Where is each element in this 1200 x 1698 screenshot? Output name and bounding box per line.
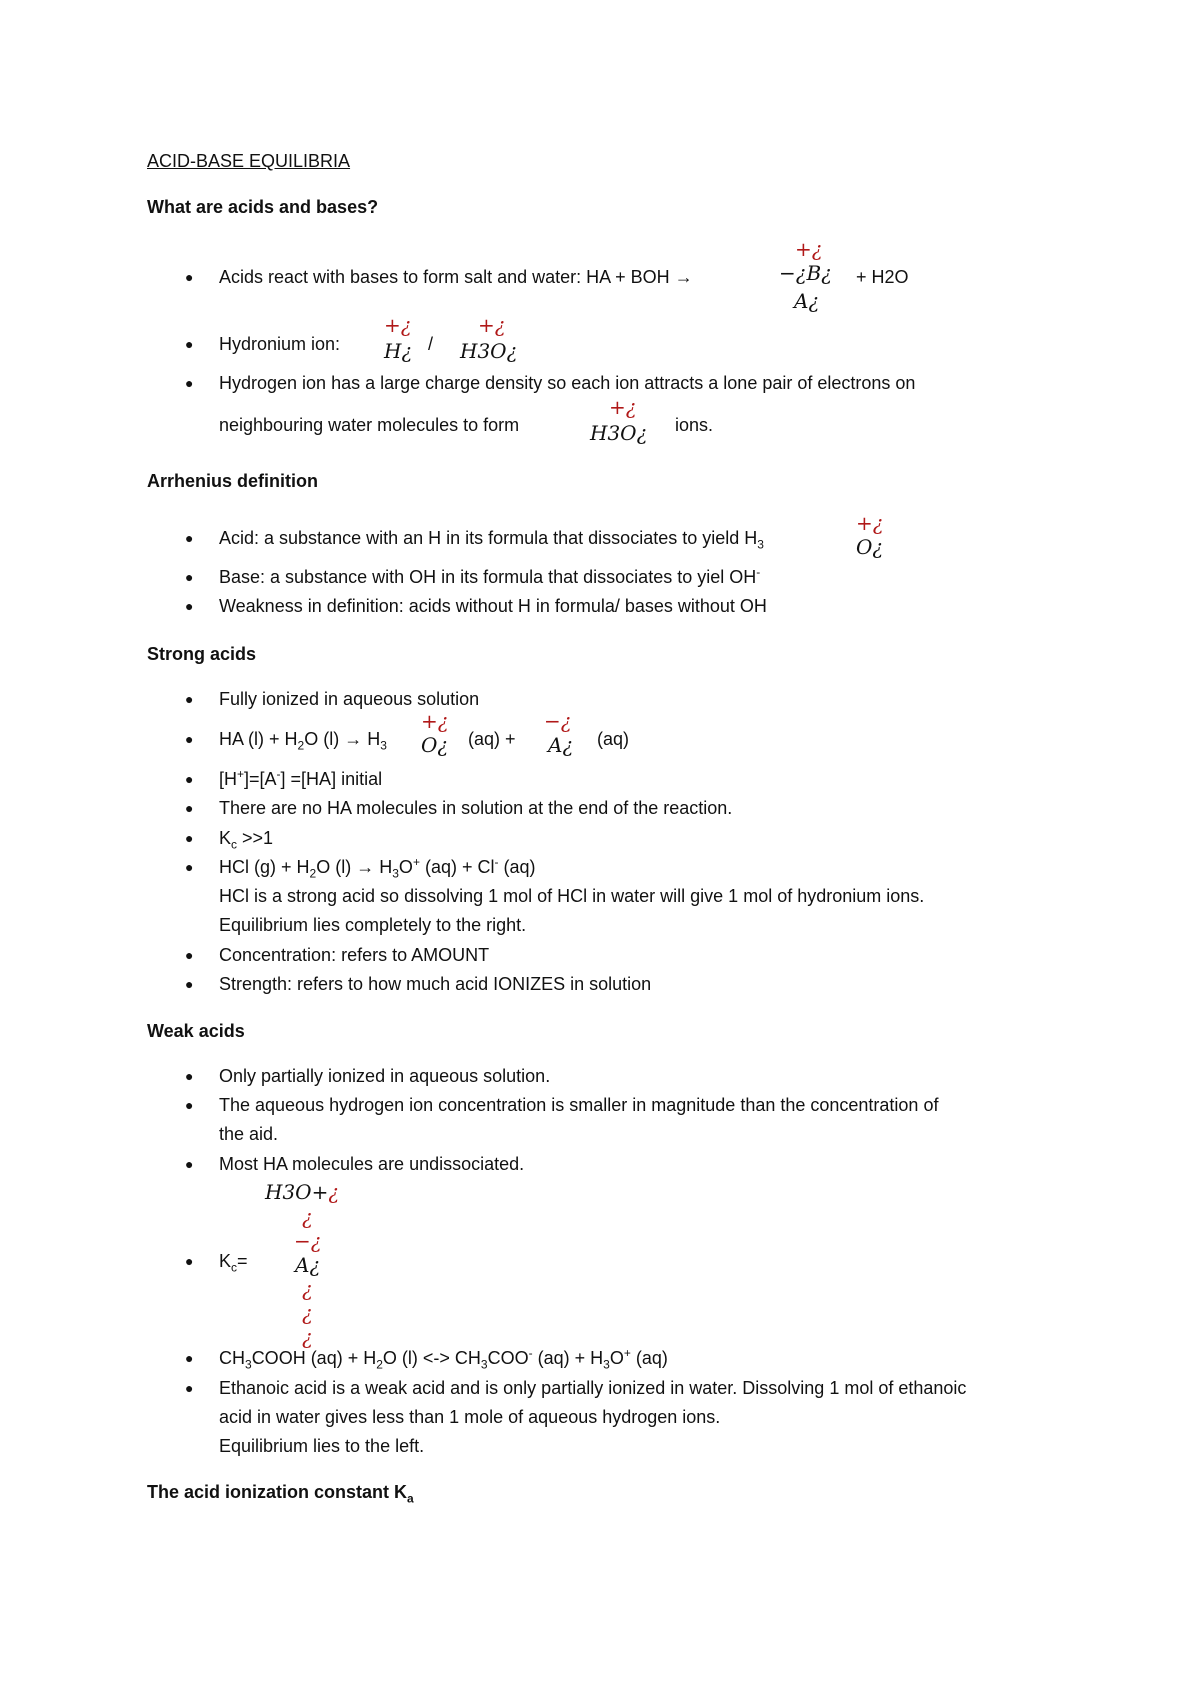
heading-acid-ionization-constant: The acid ionization constant $K_a$ — [147, 1482, 414, 1506]
bullet-glyph: ● — [185, 691, 194, 707]
formula-fraction-bottom: A¿ — [794, 289, 820, 313]
ethanoic-equilibrium-text: Equilibrium lies to the left. — [219, 1436, 425, 1456]
ethanoic-explanation-line2: acid in water gives less than 1 mole of aqueous hydrogen ions. — [219, 1407, 721, 1427]
page-title: ACID-BASE EQUILIBRIA — [147, 151, 351, 171]
kc-large-text: $K_c >>1$ — [219, 828, 274, 852]
weak-partially-ionized-text: Only partially ionized in aqueous solution. — [219, 1066, 551, 1086]
hydronium-h-top: +¿ — [384, 313, 412, 337]
anion-formula-bottom: A¿ — [548, 733, 574, 757]
bullet-glyph: ● — [185, 530, 194, 546]
anion-formula-top: −¿ — [544, 709, 572, 733]
bullet-glyph: ● — [185, 976, 194, 992]
h3o-formula-bottom: H3O¿ — [590, 421, 648, 445]
bullet-glyph: ● — [185, 1253, 194, 1269]
hydronium-label: Hydronium ion: — [219, 334, 341, 354]
bullet-glyph: ● — [185, 731, 194, 747]
aq-plus-text: (aq) + — [468, 729, 516, 749]
concentration-def-text: Concentration: refers to AMOUNT — [219, 945, 490, 965]
heading-strong-acids: Strong acids — [147, 644, 257, 664]
kc-expression-line7: ¿ — [302, 1325, 313, 1349]
aq-text: (aq) — [597, 729, 630, 749]
formula-fraction-mid: −¿B¿ — [779, 261, 832, 285]
weak-hydrogen-concentration-line1: The aqueous hydrogen ion concentration is smaller in magnitude than the concentration of — [219, 1095, 939, 1115]
h3o-formula-top: +¿ — [609, 395, 637, 419]
hydronium-separator: / — [428, 334, 434, 354]
no-ha-molecules-text: There are no HA molecules in solution at the end of the reaction. — [219, 798, 733, 818]
ethanoic-equation-text: $CH_3COOH$ $(aq) + H_2O$ (l) <-> $CH_3COO^-$ $(aq) + H_3O^+$ (aq) — [219, 1346, 668, 1372]
strong-fully-ionized-text: Fully ionized in aqueous solution — [219, 689, 480, 709]
hcl-explanation-text: HCl is a strong acid so dissolving 1 mol of HCl in water will give 1 mol of hydronium ions. — [219, 886, 925, 906]
h3o-formula-bottom: O¿ — [421, 733, 449, 757]
bullet-glyph: ● — [185, 1068, 194, 1084]
bullet-glyph: ● — [185, 1156, 194, 1172]
plus-water-text: + H2O — [856, 267, 909, 287]
hydronium-h-bottom: H¿ — [384, 339, 413, 363]
h3o-formula-bottom: O¿ — [856, 535, 884, 559]
bullet-glyph: ● — [185, 947, 194, 963]
heading-arrhenius: Arrhenius definition — [147, 471, 318, 491]
strong-equation-text: HA $(l) + H_2O$ $(l) \to H_3$ — [219, 729, 387, 753]
hydrogen-ion-text-line1: Hydrogen ion has a large charge density so each ion attracts a lone pair of electrons on — [219, 373, 916, 393]
kc-expression-line6: ¿ — [302, 1301, 313, 1325]
h3o-formula-top: +¿ — [856, 511, 884, 535]
kc-equals-label: $K_c=$ — [219, 1251, 248, 1275]
hydrogen-ion-text-line2: neighbouring water molecules to form — [219, 415, 520, 435]
weak-hydrogen-concentration-line2: the aid. — [219, 1124, 279, 1144]
arrhenius-acid-text: Acid: a substance with an H in its formula that dissociates to yield $H_3$ — [219, 528, 764, 552]
bullet-glyph: ● — [185, 1380, 194, 1396]
kc-expression-line5: ¿ — [302, 1277, 313, 1301]
bullet-glyph: ● — [185, 1350, 194, 1366]
arrow-right-icon: → — [356, 857, 375, 877]
concentration-equality-text: [H+]=[A-] =[HA] initial — [219, 767, 383, 789]
bullet-glyph: ● — [185, 569, 194, 585]
ethanoic-explanation-line1: Ethanoic acid is a weak acid and is only partially ionized in water. Dissolving 1 mol of ethanoic — [219, 1378, 967, 1398]
acids-react-text: Acids react with bases to form salt and water: HA + BOH → — [219, 267, 693, 287]
arrhenius-base-text: Base: a substance with OH in its formula that dissociates to yiel OH- — [219, 565, 761, 587]
bullet-glyph: ● — [185, 336, 194, 352]
hydronium-h3o-top: +¿ — [478, 313, 506, 337]
arrow-right-icon: → — [344, 729, 363, 749]
heading-weak-acids: Weak acids — [147, 1021, 245, 1041]
bullet-glyph: ● — [185, 269, 194, 285]
kc-expression-line2: ¿ — [302, 1205, 313, 1229]
bullet-glyph: ● — [185, 859, 194, 875]
arrow-right-icon: → — [674, 267, 693, 287]
bullet-glyph: ● — [185, 1097, 194, 1113]
kc-expression-top: H3O+¿ — [265, 1180, 340, 1204]
formula-fraction-top: +¿ — [795, 237, 823, 261]
heading-acids-bases: What are acids and bases? — [147, 197, 379, 217]
hydronium-h3o-bottom: H3O¿ — [460, 339, 518, 363]
hcl-equilibrium-text: Equilibrium lies completely to the right. — [219, 915, 527, 935]
bullet-glyph: ● — [185, 598, 194, 614]
hcl-equation-text: HCl $(g) + H_2O$ $(l) \to H_3O^+$ (aq) + Cl- (aq) — [219, 855, 536, 881]
arrhenius-weakness-text: Weakness in definition: acids without H in formula/ bases without OH — [219, 596, 767, 616]
h3o-formula-top: +¿ — [421, 709, 449, 733]
kc-expression-line3: −¿ — [294, 1229, 322, 1253]
weak-undissociated-text: Most HA molecules are undissociated. — [219, 1154, 525, 1174]
bullet-glyph: ● — [185, 830, 194, 846]
strength-def-text: Strength: refers to how much acid IONIZES in solution — [219, 974, 652, 994]
bullet-glyph: ● — [185, 375, 194, 391]
bullet-glyph: ● — [185, 771, 194, 787]
bullet-glyph: ● — [185, 800, 194, 816]
ions-text: ions. — [675, 415, 714, 435]
kc-expression-line4: A¿ — [295, 1253, 321, 1277]
